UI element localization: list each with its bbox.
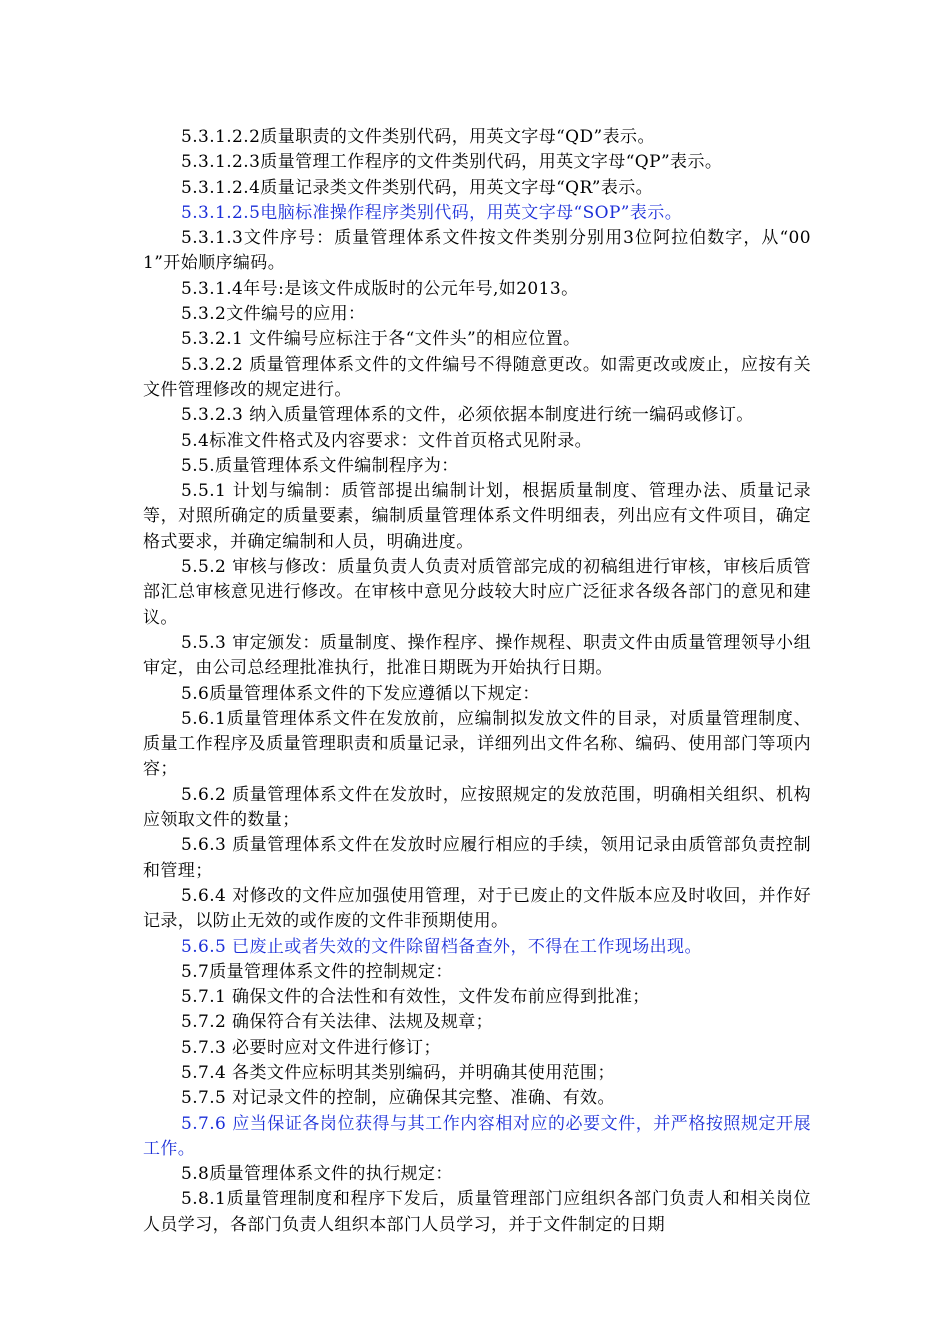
paragraph-5-3-1-2-5: 5.3.1.2.5电脑标准操作程序类别代码，用英文字母“SOP”表示。: [181, 202, 683, 223]
paragraph-5-3-2-1: 5.3.2.1 文件编号应标注于各“文件头”的相应位置。: [181, 329, 581, 350]
paragraph-5-7-1: 5.7.1 确保文件的合法性和有效性，文件发布前应得到批准；: [181, 987, 650, 1008]
paragraph-5-7: 5.7质量管理体系文件的控制规定：: [181, 961, 453, 982]
paragraph-5-3-1-2-4: 5.3.1.2.4质量记录类文件类别代码，用英文字母“QR”表示。: [181, 177, 654, 198]
paragraph-5-6-4: 5.6.4 对修改的文件应加强使用管理，对于已废止的文件版本应及时收回，并作好记录，以防止无效的或作废的文件非预期使用。: [143, 885, 811, 932]
paragraph-5-6: 5.6质量管理体系文件的下发应遵循以下规定：: [181, 683, 540, 704]
paragraph-5-3-1-4: 5.3.1.4年号:是该文件成版时的公元年号,如2013。: [181, 278, 579, 299]
paragraph-5-8: 5.8质量管理体系文件的执行规定：: [181, 1164, 453, 1185]
paragraph-5-3-2: 5.3.2文件编号的应用：: [181, 304, 366, 325]
paragraph-5-3-2-3: 5.3.2.3 纳入质量管理体系的文件，必须依据本制度进行统一编码或修订。: [181, 405, 754, 426]
paragraph-5-3-2-2: 5.3.2.2 质量管理体系文件的文件编号不得随意更改。如需更改或废止，应按有关文件管理修改的规定进行。: [143, 354, 811, 400]
paragraph-5-6-3: 5.6.3 质量管理体系文件在发放时应履行相应的手续，领用记录由质管部负责控制和管理；: [143, 835, 811, 881]
paragraph-5-7-3: 5.7.3 必要时应对文件进行修订；: [181, 1037, 441, 1058]
paragraph-5-3-1-2-2: 5.3.1.2.2质量职责的文件类别代码，用英文字母“QD”表示。: [181, 127, 655, 147]
paragraph-5-7-5: 5.7.5 对记录文件的控制，应确保其完整、准确、有效。: [181, 1088, 615, 1109]
document-body: [143, 125, 811, 1238]
paragraph-5-6-2: 5.6.2 质量管理体系文件在发放时，应按照规定的发放范围，明确相关组织、机构应领取文件的数量；: [143, 784, 811, 831]
paragraph-5-4: 5.4标准文件格式及内容要求：文件首页格式见附录。: [181, 430, 593, 451]
paragraph-5-5: 5.5.质量管理体系文件编制程序为：: [181, 455, 459, 476]
paragraph-5-7-2: 5.7.2 确保符合有关法律、法规及规章；: [181, 1012, 494, 1033]
paragraph-5-5-1: 5.5.1 计划与编制：质管部提出编制计划，根据质量制度、管理办法、质量记录等，对照所确定的质量要素，编制质量管理体系文件明细表，列出应有文件项目，确定格式要求，并确定编制和人员，明确进度。: [143, 481, 811, 552]
paragraph-5-7-6: 5.7.6 应当保证各岗位获得与其工作内容相对应的必要文件，并严格按照规定开展工作。: [143, 1113, 811, 1159]
paragraph-5-7-4: 5.7.4 各类文件应标明其类别编码，并明确其使用范围；: [181, 1062, 615, 1083]
paragraph-5-5-2: 5.5.2 审核与修改：质量负责人负责对质管部完成的初稿组进行审核，审核后质管部汇总审核意见进行修改。在审核中意见分歧较大时应广泛征求各级各部门的意见和建议。: [143, 557, 811, 628]
paragraph-5-3-1-3: 5.3.1.3文件序号：质量管理体系文件按文件类别分别用3位阿拉伯数字，从“001”开始顺序编码。: [143, 228, 811, 274]
paragraph-5-5-3: 5.5.3 审定颁发：质量制度、操作程序、操作规程、职责文件由质量管理领导小组审定，由公司总经理批准执行，批准日期既为开始执行日期。: [143, 632, 811, 679]
paragraph-5-8-1: 5.8.1质量管理制度和程序下发后，质量管理部门应组织各部门负责人和相关岗位人员学习，各部门负责人组织本部门人员学习，并于文件制定的日期: [143, 1189, 811, 1235]
paragraph-5-6-5: 5.6.5 已废止或者失效的文件除留档备查外，不得在工作现场出现。: [181, 936, 702, 957]
paragraph-5-6-1: 5.6.1质量管理体系文件在发放前，应编制拟发放文件的目录，对质量管理制度、质量工作程序及质量管理职责和质量记录，详细列出文件名称、编码、使用部门等项内容；: [143, 708, 811, 780]
paragraph-5-3-1-2-3: 5.3.1.2.3质量管理工作程序的文件类别代码，用英文字母“QP”表示。: [181, 152, 723, 173]
